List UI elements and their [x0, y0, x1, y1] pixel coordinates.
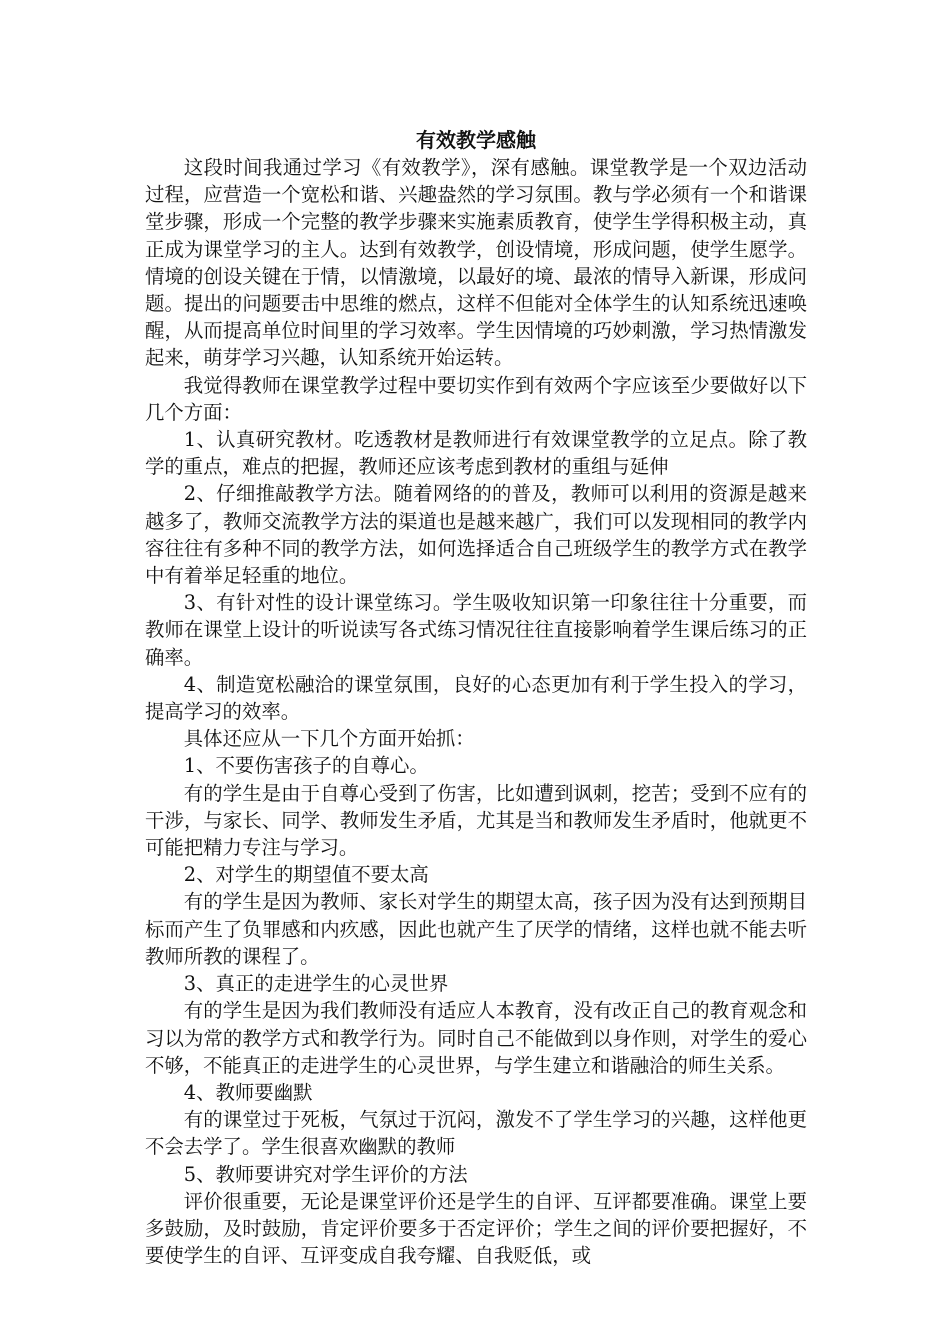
- document-page: [145, 126, 807, 1269]
- paragraph-aspects-intro: 我觉得教师在课堂教学过程中要切实作到有效两个字应该至少要做好以下几个方面：: [145, 373, 807, 424]
- heading-item-1: 1、不要伤害孩子的自尊心。: [183, 754, 429, 778]
- paragraph-point-4: 4、制造宽松融洽的课堂氛围，良好的心态更加有利于学生投入的学习，提高学习的效率。: [145, 672, 807, 724]
- paragraph-item-2: 有的学生是因为教师、家长对学生的期望太高，孩子因为没有达到预期目标而产生了负罪感和内疚感，因此也就产生了厌学的情绪，这样也就不能去听教师所教的课程了。: [145, 890, 807, 968]
- paragraph-item-4: 有的课堂过于死板，气氛过于沉闷，激发不了学生学习的兴趣，这样他更不会去学了。学生很喜欢幽默的教师: [145, 1108, 807, 1159]
- paragraph-item-1: 有的学生是由于自尊心受到了伤害，比如遭到讽刺，挖苦；受到不应有的干涉，与家长、同学、教师发生矛盾，尤其是当和教师发生矛盾时，他就更不可能把精力专注与学习。: [145, 781, 807, 860]
- paragraph-specifics-intro: 具体还应从一下几个方面开始抓：: [183, 727, 475, 751]
- paragraph-point-2: 2、仔细推敲教学方法。随着网络的的普及，教师可以利用的资源是越来越多了，教师交流教学方法的渠道也是越来越广，我们可以发现相同的教学内容往往有多种不同的教学方法，如何选择适合自己班级学生的教学方式在教学中有着举足轻重的地位。: [145, 482, 807, 588]
- document-title: 有效教学感触: [416, 128, 536, 152]
- heading-item-2: 2、对学生的期望值不要太高: [183, 863, 429, 887]
- heading-item-5: 5、教师要讲究对学生评价的方法: [183, 1162, 468, 1186]
- heading-item-4: 4、教师要幽默: [183, 1080, 313, 1104]
- paragraph-point-1: 1、认真研究教材。吃透教材是教师进行有效课堂教学的立足点。除了教学的重点，难点的把握，教师还应该考虑到教材的重组与延伸: [145, 428, 807, 479]
- paragraph-item-5: 评价很重要，无论是课堂评价还是学生的自评、互评都要准确。课堂上要多鼓励，及时鼓励，肯定评价要多于否定评价；学生之间的评价要把握好，不要使学生的自评、互评变成自我夸耀、自我贬低，或: [145, 1189, 807, 1268]
- paragraph-item-3: 有的学生是因为我们教师没有适应人本教育，没有改正自己的教育观念和习以为常的教学方式和教学行为。同时自己不能做到以身作则，对学生的爱心不够，不能真正的走进学生的心灵世界，与学生建立和谐融洽的师生关系。: [145, 999, 807, 1077]
- paragraph-point-3: 3、有针对性的设计课堂练习。学生吸收知识第一印象往往十分重要，而教师在课堂上设计的听说读写各式练习情况往往直接影响着学生课后练习的正确率。: [145, 591, 807, 669]
- heading-item-3: 3、真正的走进学生的心灵世界: [183, 972, 449, 996]
- paragraph-intro: 这段时间我通过学习《有效教学》，深有感触。课堂教学是一个双边活动过程，应营造一个宽松和谐、兴趣盎然的学习氛围。教与学必须有一个和谐课堂步骤，形成一个完整的教学步骤来实施素质教育，使学生学得积极主动，真正成为课堂学习的主人。达到有效教学，创设情境，形成问题，使学生愿学。情境的创设关键在于情，以情激境，以最好的境、最浓的情导入新课，形成问题。提出的问题要击中思维的燃点，这样不但能对全体学生的认知系统迅速唤醒，从而提高单位时间里的学习效率。学生因情境的巧妙刺激，学习热情激发起来，萌芽学习兴趣，认知系统开始运转。: [145, 156, 807, 370]
